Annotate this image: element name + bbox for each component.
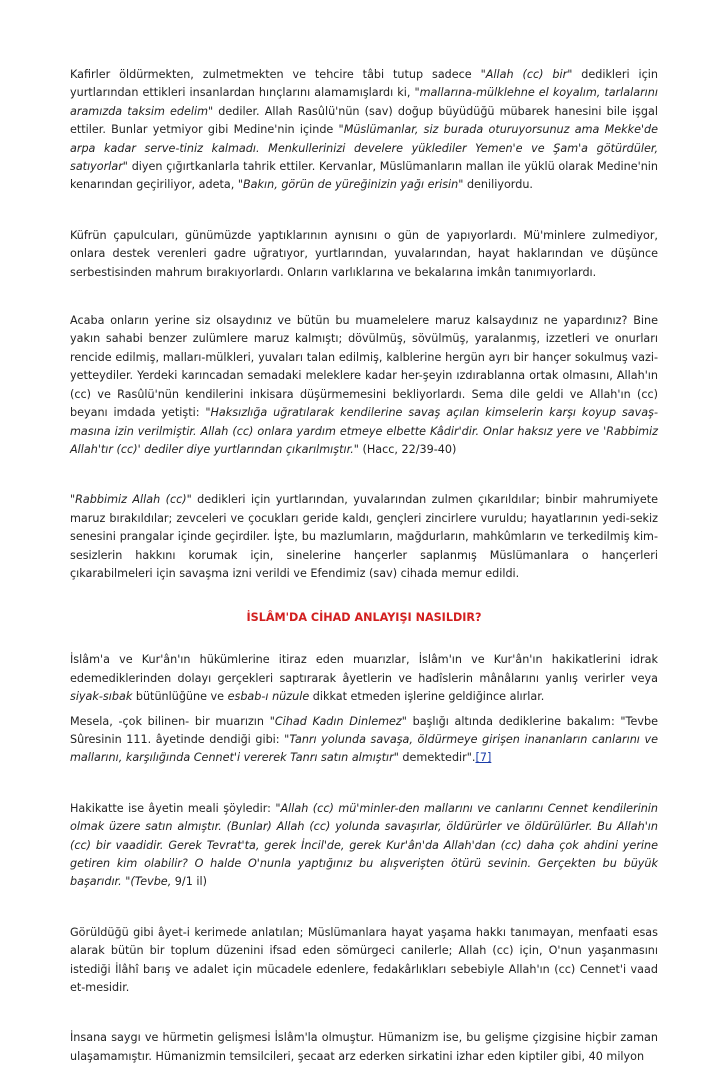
citation: 9/1 il) <box>171 875 207 889</box>
quote: "Tanrı yolunda savaşa, öldürmeye girişen inananların canlarını ve mallarını, karşılığında Cennet'i vererek Tanrı satın almıştır" <box>70 732 658 765</box>
quote: "Cihad Kadın Dinlemez" <box>269 714 407 728</box>
quote: "Allah (cc) bir" <box>480 68 573 81</box>
paragraph-5 <box>70 651 658 706</box>
footnote-link[interactable]: [7] <box>475 751 492 765</box>
paragraph-9: İnsana saygı ve hürmetin gelişmesi İslâm'la olmuştur. Hümanizm ise, bu gelişme çizgisine hiçbir zaman ulaşamamıştır. Hümanizmin temsilcileri, şecaat arz ederken sirkatini izhar eden kiptiler gibi, 40 milyon <box>70 1031 658 1063</box>
text: başlığı altında dediklerine bakalım: "Tevbe Sûresinin 111. âyetinde dendiği gibi: <box>70 714 658 746</box>
text: deniliyordu. <box>463 178 533 192</box>
paragraph-6 <box>70 713 658 768</box>
paragraph-1 <box>70 66 658 195</box>
quote: "Haksızlığa uğratılarak kendilerine savaş açılan kimselerin karşı koyup savaş-masına izin verilmiştir. Allah (cc) onlara yardım etmeye elbette Kâdir'dir. Onlar haksız yere ve 'Rabbimiz Allah'tır (cc)' dediler diye yurtlarından çıkarılmıştır." <box>70 406 658 456</box>
quote: "Rabbimiz Allah (cc)" <box>70 493 192 507</box>
quote: "Müslümanlar, siz burada oturuyorsunuz ama Mekke'de arpa kadar serve-tiniz kalmadı. Menkullerinizi develere yüklediler Yemen'e ve Şam'a götürdüler, satıyorlar" <box>70 123 659 174</box>
quote: "Allah (cc) mü'minler-den mallarını ve canlarını Cennet kendilerinin olmak üzere satın almıştır. (Bunlar) Allah (cc) yolunda savaşırlar, öldürürler ve öldürülürler. Bu Allah'ın (cc) bir vaadidir. Gerek Tevrat'ta, gerek İncil'de, gerek Kur'ân'da Allah'dan (cc) daha çok ahdini yerine getiren kim olabilir? O halde O'nunla yaptığınız bu alışverişten ötürü sevinin. Gerçekten bu büyük başarıdır. "(Tevbe, <box>70 801 658 889</box>
citation: (Hacc, 22/39-40) <box>358 442 457 456</box>
text: Kafirler öldürmekten, zulmetmekten ve tehcire tâbi tutup sadece <box>70 68 481 81</box>
quote: "Bakın, görün de yüreğinizin yağı erisin" <box>237 178 464 192</box>
text: dediler. Allah Rasûlü'nün (sav) doğup büyüdüğü mübarek hanesini bile işgal ettiler. Bunlar yetmiyor gibi Medine'nin içinde <box>70 104 658 137</box>
text: Acaba onların yerine siz olsaydınız ve bütün bu muamelelere maruz kalsaydınız ne yapardınız? Bine yakın sahabi benzer zulümlere maruz kalmıştı; dövülmüş, sövülmüş, yaralanmış, izzetleri ve onurları rencide edilmiş, malları-mülkleri, yuvaları talan edilmiş, kalblerine hergün ayrı bir hançer sokulmuş vazi-yetteydiler. Yerdeki karıncadan semadaki meleklere kadar her-şeyin ızdırablanna ortak olmasını, Allah'ın (cc) ve Rasûlü'nün kendilerini inkisara düşürmemesini bekliyorlardı. Sema dile geldi ve Allah'ın (cc) beyanı imdada yetişti: <box>70 314 658 420</box>
text: Mesela, -çok bilinen- bir muarızın <box>70 714 270 728</box>
text: demektedir". <box>398 751 476 765</box>
text: dikkat etmeden işlerine geldiğince alırlar. <box>309 690 545 704</box>
paragraph-7 <box>70 800 658 892</box>
italic-term: esbab-ı nüzule <box>227 690 310 704</box>
text: dedikleri için yurtlarından ettikleri insanlardan hınçlarını alamamışlardı ki, <box>70 68 658 100</box>
paragraph-2: Küfrün çapulcuları, günümüzde yaptıklarının aynısını o gün de yapıyorlardı. Mü'minlere zulmediyor, onlara destek verenleri gadre uğratıyor, yurtlarından, yuvalarından, hayat haklarından ve düşünce serbestisinden mahrum bırakıyorlardı. Onların varlıklarına ve bekalarına imkân tanımıyorlardı. <box>70 228 658 279</box>
paragraph-4 <box>70 491 658 583</box>
text: İslâm'a ve Kur'ân'ın hükümlerine itiraz eden muarızlar, İslâm'ın ve Kur'ân'ın hakikatlerini idrak edemediklerinden dolayı gerçekleri saptırarak âyetlerin ve hadîslerin mânâlarını yanlış verirler veya <box>70 653 658 685</box>
section-heading: İSLÂM'DA CİHAD ANLAYIŞI NASILDIR? <box>246 611 482 625</box>
paragraph-3 <box>70 312 658 459</box>
text: bütünlüğüne ve <box>132 690 228 704</box>
paragraph-8: Görüldüğü gibi âyet-i kerimede anlatılan; Müslümanlara hayat yaşama hakkı tanımayan, menfaati esas alarak bütün bir toplum düzenini ifsad eden sömürgeci canilerle; Allah (cc) için, O'nun yaşanmasını istediği İlâhî barış ve adalet için mücadele edenlere, fedakârlıkları sebebiyle Allah'ın (cc) Cennet'i vaad et-mesidir. <box>70 925 658 995</box>
text: Hakikatte ise âyetin meali şöyledir: <box>70 801 276 815</box>
text: diyen çığırtkanlarla tahrik ettiler. Kervanlar, Müslümanların mallan ile yüklü olarak Medine'nin kenarından geçiriliyor, adeta, <box>70 160 658 192</box>
italic-term: siyak-sıbak <box>70 690 133 704</box>
quote: "mallarına-mülklehne el koyalım, tarlalarını aramızda taksim edelim" <box>70 86 658 118</box>
text: dedikleri için yurtlarından, yuvalarından zulmen çıkarıldılar; binbir mahrumiyete maruz bırakıldılar; zevceleri ve çocukları geride kaldı, gençleri zincirlere vuruldu; hayatlarının yedi-sekiz senesini prangalar içinde geçirdiler. İşte, bu mazlumların, mağdurların, mahkûmların ve terkedilmiş kim-sesizlerin hakkını korumak için, sinelerine hançerler saplanmış Müslümanlara o hançerleri çıkarabilmeleri için savaşma izni verildi ve Efendimiz (sav) cihada memur edildi. <box>70 493 658 580</box>
